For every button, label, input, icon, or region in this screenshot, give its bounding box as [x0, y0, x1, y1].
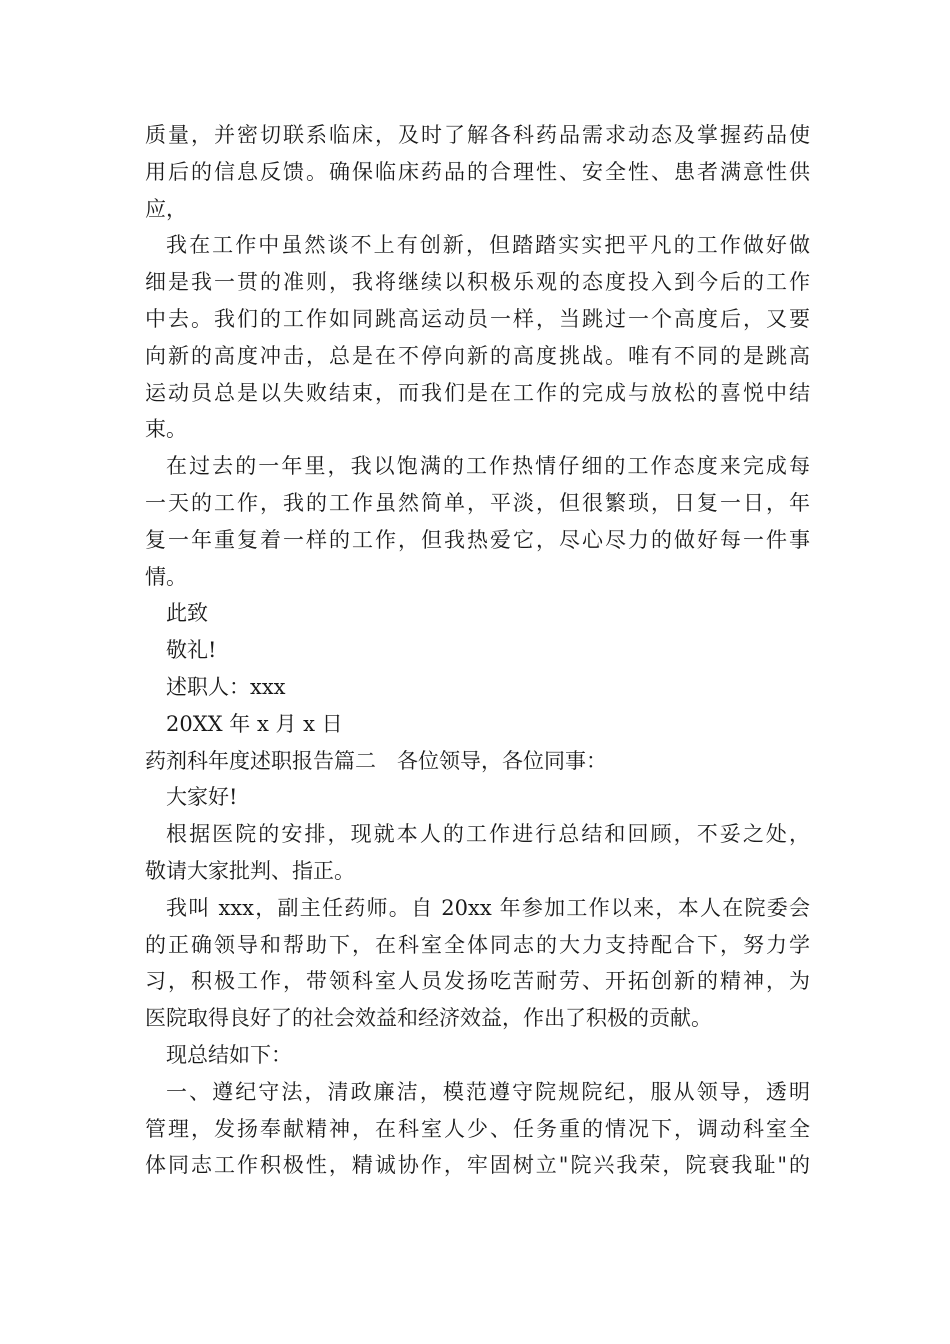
text-line: 敬礼!: [166, 638, 217, 663]
text-line: 根据医院的安排，现就本人的工作进行总结和回顾，不妥之处，: [166, 822, 810, 847]
text-line: 质量，并密切联系临床，及时了解各科药品需求动态及掌握药品使: [145, 123, 810, 147]
text-line: 药剂科年度述职报告篇二 各位领导，各位同事：: [145, 748, 607, 773]
text-line: 一、遵纪守法，清政廉洁，模范遵守院规院纪，服从领导，透明: [166, 1079, 810, 1104]
text-line: 现总结如下：: [166, 1042, 292, 1067]
text-line: 用后的信息反馈。确保临床药品的合理性、安全性、患者满意性供: [145, 159, 810, 184]
text-line: 敬请大家批判、指正。: [145, 858, 355, 883]
text-line: 20XX 年 x 月 x 日: [166, 711, 343, 736]
text-line: 述职人：xxx: [166, 674, 286, 699]
text-line: 我在工作中虽然谈不上有创新，但踏踏实实把平凡的工作做好做: [166, 233, 810, 258]
text-line: 一天的工作，我的工作虽然简单，平淡，但很繁琐，日复一日，年: [145, 490, 810, 515]
text-line: 在过去的一年里，我以饱满的工作热情仔细的工作态度来完成每: [166, 454, 810, 479]
text-line: 管理，发扬奉献精神，在科室人少、任务重的情况下，调动科室全: [145, 1116, 810, 1141]
text-line: 细是我一贯的准则，我将继续以积极乐观的态度投入到今后的工作: [145, 270, 810, 295]
text-line: 运动员总是以失败结束，而我们是在工作的完成与放松的喜悦中结: [145, 380, 810, 405]
text-line: 此致: [166, 601, 208, 626]
text-line: 大家好!: [166, 785, 238, 810]
document-body: [145, 117, 810, 1184]
text-line: 情。: [145, 564, 187, 589]
text-line: 体同志工作积极性，精诚协作，牢固树立"院兴我荣，院衰我耻"的: [145, 1153, 810, 1178]
text-line: 中去。我们的工作如同跳高运动员一样，当跳过一个高度后，又要: [145, 306, 810, 331]
text-line: 习，积极工作，带领科室人员发扬吃苦耐劳、开拓创新的精神，为: [145, 969, 810, 994]
text-line: 的正确领导和帮助下，在科室全体同志的大力支持配合下，努力学: [145, 932, 810, 957]
text-line: 我叫 xxx，副主任药师。自 20xx 年参加工作以来，本人在院委会: [166, 895, 810, 920]
text-line: 医院取得良好了的社会效益和经济效益，作出了积极的贡献。: [145, 1006, 712, 1031]
text-line: 向新的高度冲击，总是在不停向新的高度挑战。唯有不同的是跳高: [145, 343, 810, 368]
text-line: 复一年重复着一样的工作，但我热爱它，尽心尽力的做好每一件事: [145, 527, 810, 552]
text-line: 应，: [145, 196, 187, 221]
text-line: 束。: [145, 417, 187, 442]
